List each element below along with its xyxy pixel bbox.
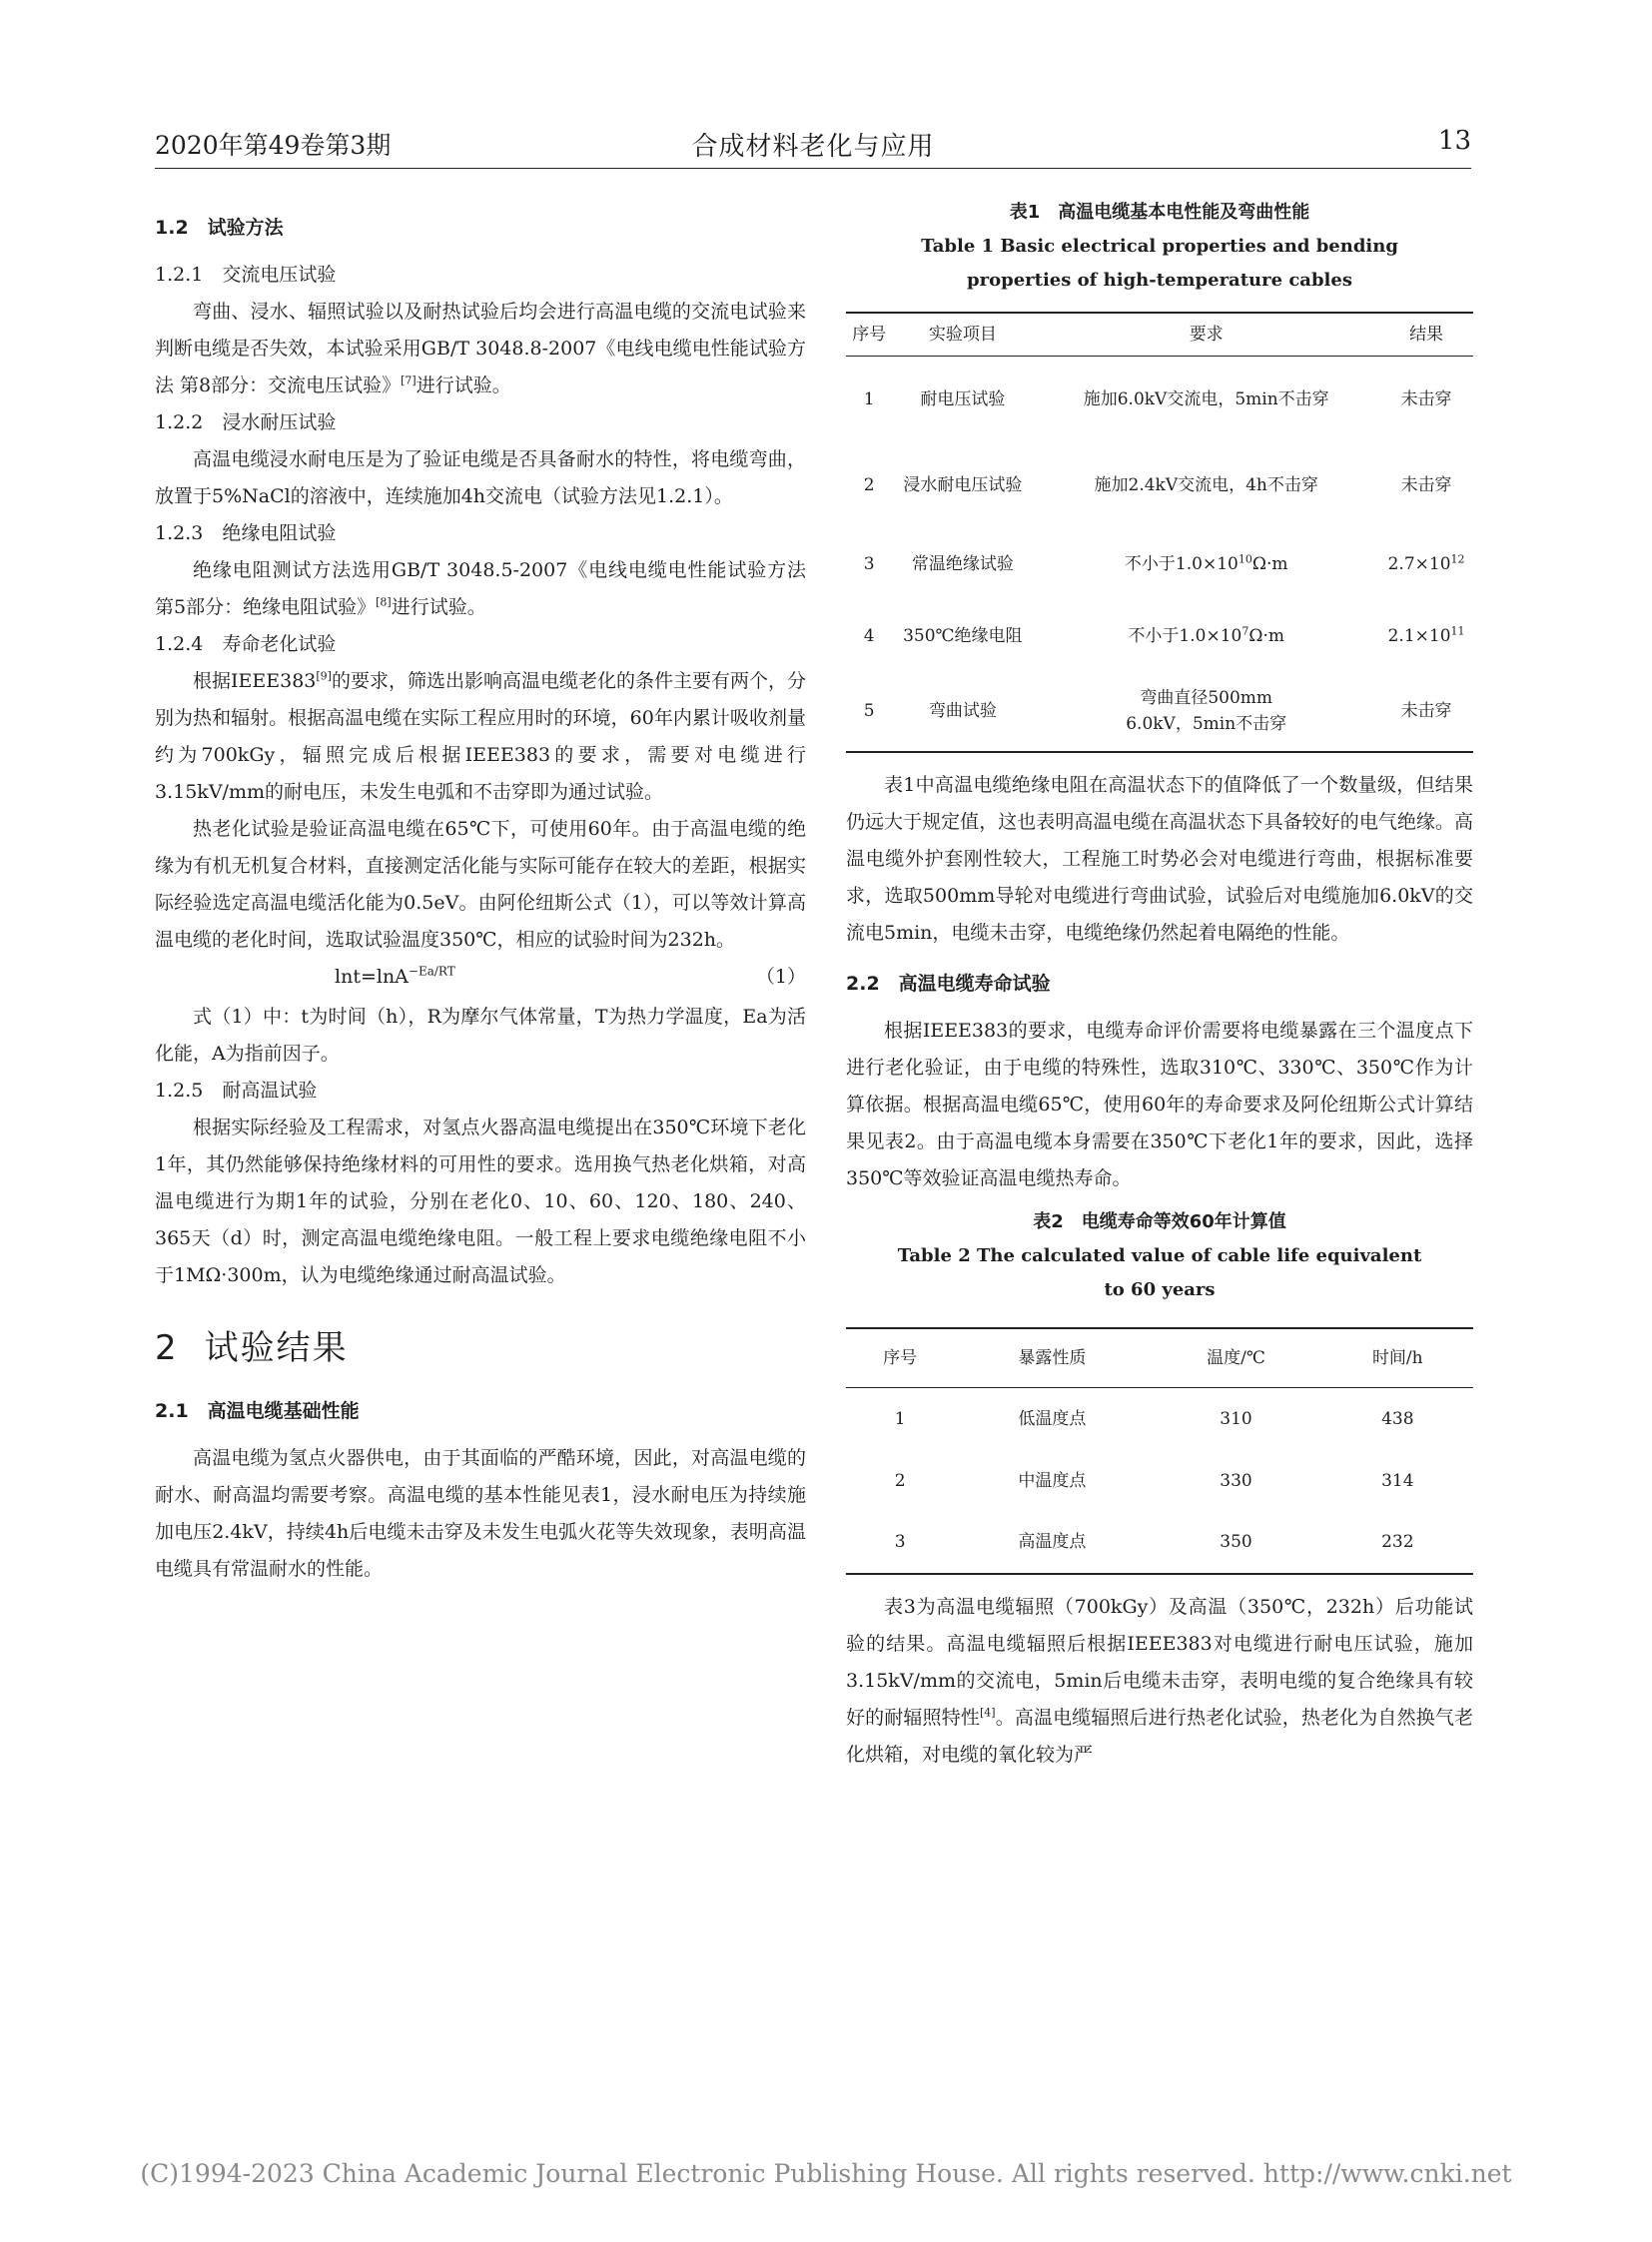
- equation-exponent: −Ea/RT: [408, 964, 455, 979]
- cell-text: 弯曲直径500mm: [1140, 688, 1273, 708]
- page-number: 13: [1437, 126, 1471, 156]
- table-2-caption-cn: 表2 电缆寿命等效60年计算值: [1033, 1210, 1286, 1232]
- table-cell: 350: [1150, 1512, 1321, 1574]
- column-header: 要求: [1033, 313, 1379, 357]
- cell-text: 2.7×10: [1387, 553, 1451, 574]
- paragraph: 式（1）中：t为时间（h），R为摩尔气体常量，T为热力学温度，Ea为活化能，A为指前因子。: [155, 1006, 806, 1065]
- right-column: [846, 196, 1473, 1774]
- table-cell: 314: [1381, 1470, 1414, 1491]
- table-cell: 310: [1220, 1408, 1252, 1429]
- table-cell: 未击穿: [1379, 672, 1473, 752]
- paragraph-text: 进行试验。: [391, 596, 486, 618]
- subsection-heading-1-2-3: 1.2.3 绝缘电阻试验: [155, 522, 337, 544]
- table-cell: 3: [863, 553, 875, 574]
- paragraph: [155, 663, 806, 811]
- paragraph-text: 。高温电缆辐照后进行热老化试验，热老化为自然换气老化烘箱，对电缆的氧化较为严: [846, 1706, 1473, 1766]
- column-header: 序号: [846, 313, 892, 357]
- table-row: [846, 600, 1473, 672]
- table-cell: 330: [1220, 1470, 1252, 1491]
- table-cell: 4: [863, 625, 875, 646]
- table-2-caption-en: Table 2 The calculated value of cable life equivalent: [897, 1244, 1422, 1266]
- table-1: [846, 312, 1473, 753]
- table-2-caption-en: to 60 years: [1104, 1278, 1216, 1300]
- exponent: 11: [1450, 623, 1465, 637]
- table-row: [846, 442, 1473, 528]
- citation: [4]: [979, 1706, 996, 1720]
- table-cell: 浸水耐电压试验: [903, 474, 1023, 495]
- section-heading-1-2: 1.2 试验方法: [155, 217, 284, 239]
- paragraph-text: 绝缘电阻测试方法选用GB/T 3048.5-2007《电线电缆电性能试验方法 第5部分：绝缘电阻试验》: [155, 559, 806, 618]
- paragraph: 表1中高温电缆绝缘电阻在高温状态下的值降低了一个数量级，但结果仍远大于规定值，这也表明高温电缆在高温状态下具备较好的电气绝缘。高温电缆外护套刚性较大，工程施工时势必会对电缆进行弯曲，根据标准要求，选取500mm导轮对电缆进行弯曲试验，试验后对电缆施加6.0kV的交流电5min，电缆未击穿，电缆绝缘仍然起着电隔绝的性能。: [846, 773, 1473, 944]
- table-row: [846, 528, 1473, 600]
- table-cell: [1379, 600, 1473, 672]
- cell-text: Ω·m: [1251, 553, 1288, 574]
- cell-text: Ω·m: [1248, 625, 1284, 646]
- table-cell: 438: [1381, 1408, 1414, 1429]
- header-rule: [155, 168, 1471, 169]
- table-2: [846, 1327, 1473, 1575]
- table-cell: 常温绝缘试验: [911, 553, 1014, 574]
- column-header: 序号: [846, 1328, 954, 1388]
- exponent: 12: [1450, 551, 1465, 565]
- table-1-caption-en: properties of high-temperature cables: [967, 270, 1352, 291]
- cell-text: 2.1×10: [1387, 625, 1451, 646]
- paragraph-text: 表3为高温电缆辐照（700kGy）及高温（350℃，232h）后功能试验的结果。高温电缆辐照后根据IEEE383对电缆进行耐电压试验，施加3.15kV/mm的交流电，5min后电缆未击穿，表明电缆的复合绝缘具有较好的耐辐照特性: [846, 1595, 1473, 1729]
- table-row: [846, 357, 1473, 442]
- paragraph: 根据实际经验及工程需求，对氢点火器高温电缆提出在350℃环境下老化1年，其仍然能够保持绝缘材料的可用性的要求。选用换气热老化烘箱，对高温电缆进行为期1年的试验，分别在老化0、10、60、120、180、240、365天（d）时，测定高温电缆绝缘电阻。一般工程上要求电缆绝缘电阻不小于1MΩ·300m，认为电缆绝缘通过耐高温试验。: [155, 1117, 806, 1286]
- section-heading-2-1: 2.1 高温电缆基础性能: [155, 1400, 360, 1422]
- subsection-heading-1-2-1: 1.2.1 交流电压试验: [155, 264, 337, 286]
- column-header: 结果: [1379, 313, 1473, 357]
- running-header: [155, 126, 1471, 170]
- paragraph: [155, 552, 806, 626]
- subsection-heading-1-2-4: 1.2.4 寿命老化试验: [155, 633, 337, 655]
- copyright-footer: (C)1994-2023 China Academic Journal Electronic Publishing House. All rights reserved. http://www.cnki.net: [140, 2159, 1512, 2188]
- table-cell: 350℃绝缘电阻: [903, 625, 1023, 646]
- paragraph-text: 弯曲、浸水、辐照试验以及耐热试验后均会进行高温电缆的交流电试验来判断电缆是否失效，本试验采用GB/T 3048.8-2007《电线电缆电性能试验方法 第8部分：交流电压试验》: [155, 301, 806, 396]
- table-cell: 未击穿: [1400, 474, 1452, 495]
- paragraph-text: 根据IEEE383: [193, 670, 317, 692]
- table-cell: [1033, 672, 1379, 752]
- table-cell: [1033, 528, 1379, 600]
- table-cell: 弯曲试验: [892, 672, 1033, 752]
- table-cell: 施加2.4kV交流电，4h不击穿: [1094, 474, 1318, 495]
- paragraph-text: 进行试验。: [415, 374, 511, 396]
- journal-issue: 2020年第49卷第3期: [155, 131, 392, 160]
- table-cell: 232: [1322, 1512, 1473, 1574]
- table-1-caption-cn: 表1 高温电缆基本电性能及弯曲性能: [1009, 202, 1310, 223]
- table-header-row: [846, 313, 1473, 357]
- table-row: [846, 1512, 1473, 1574]
- table-cell: 耐电压试验: [920, 388, 1006, 409]
- table-header-row: [846, 1328, 1473, 1388]
- table-cell: [1379, 528, 1473, 600]
- table-cell: 3: [846, 1512, 954, 1574]
- equation-body: [335, 959, 455, 996]
- section-heading-2: [155, 1330, 806, 1367]
- citation: [8]: [376, 595, 392, 609]
- table-cell: 1: [894, 1408, 906, 1429]
- cell-text: 不小于1.0×10: [1124, 553, 1239, 574]
- table-cell: 5: [846, 672, 892, 752]
- table-1-caption-en: Table 1 Basic electrical properties and bending: [921, 236, 1398, 257]
- table-cell: 1: [863, 388, 875, 409]
- paragraph-text: 的要求，筛选出影响高温电缆老化的条件主要有两个，分别为热和辐射。根据高温电缆在实际工程应用时的环境，60年内累计吸收剂量约为700kGy，辐照完成后根据IEEE383的要求，需要对电缆进行3.15kV/mm的耐电压，未发生电弧和不击穿即为通过试验。: [155, 670, 806, 803]
- equation-number: （1）: [755, 966, 806, 988]
- paragraph: 高温电缆为氢点火器供电，由于其面临的严酷环境，因此，对高温电缆的耐水、耐高温均需要考察。高温电缆的基本性能见表1，浸水耐电压为持续施加电压2.4kV，持续4h后电缆未击穿及未发生电弧火花等失效现象，表明高温电缆具有常温耐水的性能。: [155, 1447, 806, 1580]
- column-header: 温度/℃: [1150, 1328, 1321, 1388]
- paragraph: 高温电缆浸水耐电压是为了验证电缆是否具备耐水的特性，将电缆弯曲，放置于5%NaCl的溶液中，连续施加4h交流电（试验方法见1.2.1）。: [155, 448, 806, 507]
- left-column: [155, 196, 806, 1588]
- cell-text: 6.0kV，5min不击穿: [1126, 714, 1287, 734]
- journal-title: 合成材料老化与应用: [691, 132, 935, 162]
- table-cell: 高温度点: [954, 1512, 1150, 1574]
- table-cell: 低温度点: [1018, 1408, 1087, 1429]
- table-row: [846, 1388, 1473, 1450]
- citation: [7]: [401, 374, 416, 387]
- table-cell: 2: [863, 474, 875, 495]
- exponent: 7: [1241, 623, 1249, 637]
- column-header: 暴露性质: [954, 1328, 1150, 1388]
- subsection-heading-1-2-2: 1.2.2 浸水耐压试验: [155, 411, 337, 433]
- table-cell: 施加6.0kV交流电，5min不击穿: [1083, 388, 1329, 409]
- table-cell: 中温度点: [1018, 1470, 1087, 1491]
- table-cell: 未击穿: [1400, 388, 1452, 409]
- table-cell: [1033, 600, 1379, 672]
- paragraph: 根据IEEE383的要求，电缆寿命评价需要将电缆暴露在三个温度点下进行老化验证，由于电缆的特殊性，选取310℃、330℃、350℃作为计算依据。根据高温电缆65℃，使用60年的寿命要求及阿伦纽斯公式计算结果见表2。由于高温电缆本身需要在350℃下老化1年的要求，因此，选择350℃等效验证高温电缆热寿命。: [846, 1019, 1473, 1189]
- table-row: [846, 672, 1473, 752]
- cell-text: 不小于1.0×10: [1128, 625, 1242, 646]
- paragraph: [155, 294, 806, 404]
- section-heading-2-2: 2.2 高温电缆寿命试验: [846, 972, 1051, 995]
- column-header: 时间/h: [1322, 1328, 1473, 1388]
- table-row: [846, 1450, 1473, 1512]
- section-number: 2: [155, 1328, 179, 1368]
- equation-base: lnt=lnA: [335, 966, 409, 988]
- paragraph: [846, 1589, 1473, 1774]
- paragraph: 热老化试验是验证高温电缆在65℃下，可使用60年。由于高温电缆的绝缘为有机无机复合材料，直接测定活化能与实际可能存在较大的差距，根据实际经验选定高温电缆活化能为0.5eV。由阿伦纽斯公式（1），可以等效计算高温电缆的老化时间，选取试验温度350℃，相应的试验时间为232h。: [155, 818, 806, 951]
- section-title: 试验结果: [204, 1328, 349, 1368]
- table-cell: 2: [894, 1470, 906, 1491]
- equation: [155, 959, 806, 999]
- subsection-heading-1-2-5: 1.2.5 耐高温试验: [155, 1080, 318, 1102]
- column-header: 实验项目: [892, 313, 1033, 357]
- citation: [9]: [316, 669, 332, 683]
- exponent: 10: [1238, 551, 1252, 565]
